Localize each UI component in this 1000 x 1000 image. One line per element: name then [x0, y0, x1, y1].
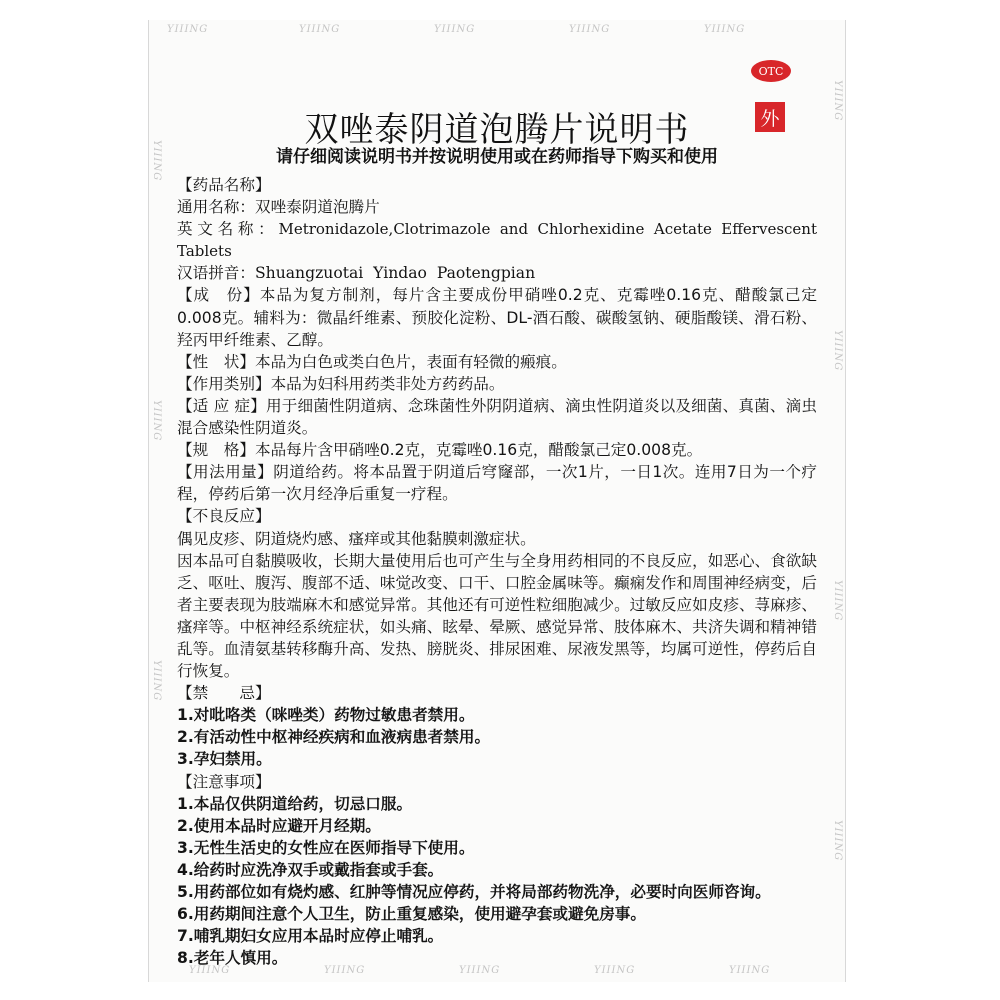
contraindications-list: [177, 704, 817, 770]
specification-row: [177, 439, 817, 461]
leaflet-sheet: [148, 20, 846, 982]
watermark: YIIING: [459, 965, 501, 976]
common-name: 通用名称：双唑泰阴道泡腾片: [177, 198, 380, 217]
watermark: YIIING: [151, 400, 162, 442]
adverse-text-2: 因本品可自黏膜吸收，长期大量使用后也可产生与全身用药相同的不良反应，如恶心、食欲缺乏、呕吐、腹泻、腹部不适、味觉改变、口干、口腔金属味等。癫痫发作和周围神经病变，后者主要表现为肢端麻木和感觉异常。其他还有可逆性粒细胞减少。过敏反应如皮疹、荨麻疹、瘙痒等。中枢神经系统症状，如头痛、眩晕、晕厥、感觉异常、肢体麻木、共济失调和精神错乱等。血清氨基转移酶升高、发热、膀胱炎、排尿困难、尿液发黑等，均属可逆性，停药后自行恢复。: [177, 551, 817, 681]
section-heading-name: 【药品名称】: [177, 176, 271, 194]
english-name-row: [177, 218, 817, 262]
list-item: 5.用药部位如有烧灼感、红肿等情况应停药，并将局部药物洗净，必要时向医师咨询。: [177, 883, 771, 901]
specification-text: 本品每片含甲硝唑0.2克，克霉唑0.16克，醋酸氯己定0.008克。: [254, 441, 703, 460]
section-heading-adverse: 【不良反应】: [177, 507, 271, 526]
watermark: YIIING: [151, 660, 162, 702]
list-item: 2.有活动性中枢神经疾病和血液病患者禁用。: [177, 728, 491, 747]
pinyin: Shuangzuotai Yindao Paotengpian: [254, 264, 536, 283]
description-text: 本品为白色或类白色片，表面有轻微的瘢痕。: [254, 352, 567, 371]
watermark: YIIING: [729, 965, 771, 976]
english-name: Metronidazole,Clotrimazole and Chlorhexidine Acetate Effervescent Tablets: [177, 220, 817, 261]
watermark: YIIING: [324, 965, 366, 976]
composition-text: 本品为复方制剂，每片含主要成份甲硝唑0.2克、克霉唑0.16克、醋酸氯己定0.008克。辅料为：微晶纤维素、预胶化淀粉、DL-酒石酸、碳酸氢钠、硬脂酸镁、滑石粉、羟丙甲纤维素、乙醇。: [177, 286, 817, 349]
watermark: YIIING: [704, 24, 746, 35]
composition-row: [177, 284, 817, 350]
section-heading-precautions: 【注意事项】: [177, 772, 271, 791]
document-subtitle: 请仔细阅读说明书并按说明使用或在药师指导下购买和使用: [276, 147, 718, 167]
watermark: YIIING: [434, 24, 476, 35]
precautions-list: [177, 793, 817, 970]
section-heading-dosage: 【用法用量】: [177, 463, 274, 482]
list-item: 1.本品仅供阴道给药，切忌口服。: [177, 794, 413, 813]
watermark: YIIING: [569, 24, 611, 35]
pinyin-row: [177, 262, 817, 284]
watermark: YIIING: [832, 330, 843, 372]
pinyin-label: 汉语拼音：: [177, 264, 255, 283]
section-heading-indications: 【适 应 症】: [177, 396, 266, 415]
list-item: 1.对吡咯类（咪唑类）药物过敏患者禁用。: [177, 706, 475, 725]
dosage-text: 阴道给药。将本品置于阴道后穹窿部，一次1片，一日1次。连用7日为一个疗程，停药后第一次月经净后重复一疗程。: [177, 463, 817, 504]
description-row: [177, 351, 817, 373]
external-use-badge: 外: [755, 102, 785, 132]
watermark: YIIING: [594, 965, 636, 976]
section-heading-category: 【作用类别】: [177, 374, 271, 393]
indications-text: 用于细菌性阴道病、念珠菌性外阴阴道病、滴虫性阴道炎以及细菌、真菌、滴虫混合感染性阴道炎。: [177, 396, 817, 438]
section-heading-composition: 【成 份】: [177, 286, 260, 305]
section-heading-specification: 【规 格】: [177, 441, 255, 460]
category-row: [177, 373, 817, 395]
watermark: YIIING: [832, 820, 843, 862]
list-item: 7.哺乳期妇女应用本品时应停止哺乳。: [177, 927, 444, 946]
watermark: YIIING: [832, 80, 843, 122]
dosage-row: [177, 461, 817, 505]
english-name-label: 英文名称：: [177, 220, 279, 239]
section-heading-contraindications: 【禁 忌】: [177, 684, 271, 703]
leaflet-body: [177, 174, 817, 969]
section-heading-description: 【性 状】: [177, 352, 255, 371]
list-item: 3.无性生活史的女性应在医师指导下使用。: [177, 838, 475, 857]
otc-badge: OTC: [751, 60, 791, 82]
watermark: YIIING: [299, 24, 341, 35]
watermark: YIIING: [167, 24, 209, 35]
category-text: 本品为妇科用药类非处方药药品。: [270, 374, 505, 393]
list-item: 6.用药期间注意个人卫生，防止重复感染，使用避孕套或避免房事。: [177, 905, 646, 924]
list-item: 3.孕妇禁用。: [177, 750, 272, 769]
watermark: YIIING: [151, 140, 162, 182]
adverse-text-1: 偶见皮疹、阴道烧灼感、瘙痒或其他黏膜刺激症状。: [177, 529, 536, 548]
document-title: 双唑泰阴道泡腾片说明书: [304, 110, 690, 150]
indications-row: [177, 395, 817, 439]
list-item: 4.给药时应洗净双手或戴指套或手套。: [177, 860, 444, 879]
list-item: 8.老年人慎用。: [177, 949, 288, 968]
watermark: YIIING: [189, 965, 231, 976]
watermark: YIIING: [832, 580, 843, 622]
list-item: 2.使用本品时应避开月经期。: [177, 816, 381, 835]
